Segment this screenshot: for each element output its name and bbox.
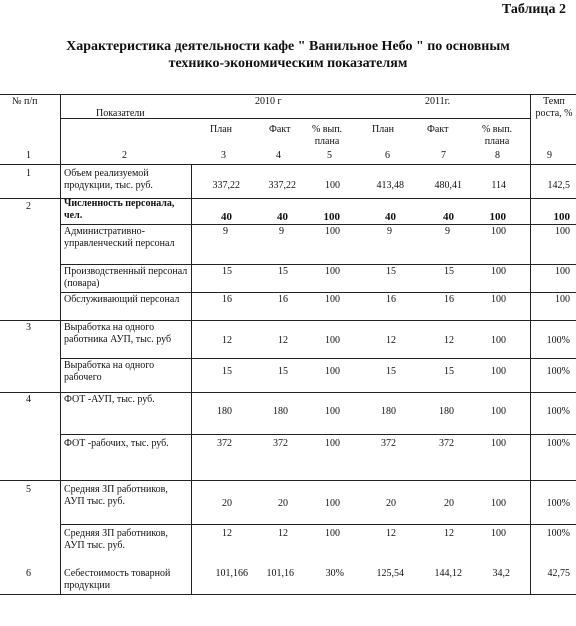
colnum-5: 5 xyxy=(327,150,332,161)
row-5a-growth: 100% xyxy=(546,528,570,539)
row-2c-pct-2010: 100 xyxy=(325,294,340,305)
colnum-2: 2 xyxy=(122,150,127,161)
row-5-pct-2010: 100 xyxy=(325,498,340,509)
row-3-pct-2011: 100 xyxy=(491,335,506,346)
row-5a-fact-2010: 12 xyxy=(278,528,288,539)
row-3a-fact-2010: 15 xyxy=(278,366,288,377)
row-2-plan-2011: 40 xyxy=(385,211,396,223)
colnum-3: 3 xyxy=(221,150,226,161)
row-3-label: Выработка на одного работника АУП, тыс. руб xyxy=(64,322,172,345)
data-table xyxy=(0,94,576,594)
row-2c-fact-2011: 16 xyxy=(444,294,454,305)
row-6-num: 6 xyxy=(26,568,31,579)
row-1-label: Объем реализуемой продукции, тыс. руб. xyxy=(64,168,153,191)
row-4a-plan-2010: 372 xyxy=(217,438,232,449)
row-3a-pct-2010: 100 xyxy=(325,366,340,377)
colnum-8: 8 xyxy=(495,150,500,161)
header-fact-2011: Факт xyxy=(427,124,449,135)
row-1-pct-2011: 114 xyxy=(491,180,506,191)
row-1-plan-2011: 413,48 xyxy=(376,180,404,191)
row-5-fact-2011: 20 xyxy=(444,498,454,509)
row-5a-pct-2010: 100 xyxy=(325,528,340,539)
row-2b-plan-2011: 15 xyxy=(386,266,396,277)
row-2a-fact-2010: 9 xyxy=(279,226,284,237)
row-1-pct-2010: 100 xyxy=(325,180,340,191)
row-2a-pct-2010: 100 xyxy=(325,226,340,237)
row-3-fact-2011: 12 xyxy=(444,335,454,346)
row-6-growth: 42,75 xyxy=(547,568,570,579)
row-3a-plan-2011: 15 xyxy=(386,366,396,377)
row-4-pct-2010: 100 xyxy=(325,406,340,417)
row-3-plan-2010: 12 xyxy=(222,335,232,346)
row-2b-pct-2011: 100 xyxy=(491,266,506,277)
row-4-growth: 100% xyxy=(546,406,570,417)
row-4a-growth: 100% xyxy=(546,438,570,449)
row-5-plan-2010: 20 xyxy=(222,498,232,509)
table-title xyxy=(0,38,576,72)
row-5a-label: Средняя ЗП работников, АУП тыс. руб. xyxy=(64,528,168,551)
header-growth: Темп роста, % xyxy=(535,96,573,119)
row-2c-pct-2011: 100 xyxy=(491,294,506,305)
header-indicator: Показатели xyxy=(96,108,145,119)
row-5-label: Средняя ЗП работников, АУП тыс. руб. xyxy=(64,484,168,507)
row-5-num: 5 xyxy=(26,484,31,495)
row-2b-label: Производственный персонал (повара) xyxy=(64,266,188,289)
header-year-2010: 2010 г xyxy=(255,96,282,107)
row-2a-pct-2011: 100 xyxy=(491,226,506,237)
row-2a-plan-2011: 9 xyxy=(387,226,392,237)
colnum-1: 1 xyxy=(26,150,31,161)
colnum-7: 7 xyxy=(441,150,446,161)
header-pct-2011: % вып. плана xyxy=(481,124,513,147)
row-5-plan-2011: 20 xyxy=(386,498,396,509)
colnum-6: 6 xyxy=(385,150,390,161)
row-2c-label: Обслуживающий персонал xyxy=(64,294,180,305)
row-6-label: Себестоимость товарной продукции xyxy=(64,568,171,591)
title-line-1: Характеристика деятельности кафе " Ванильное Небо " по основным xyxy=(66,39,510,54)
row-2b-fact-2011: 15 xyxy=(444,266,454,277)
row-6-fact-2010: 101,16 xyxy=(266,568,294,579)
row-2c-plan-2011: 16 xyxy=(386,294,396,305)
row-6-plan-2010: 101,166 xyxy=(215,568,248,579)
row-4a-pct-2011: 100 xyxy=(491,438,506,449)
row-6-pct-2011: 34,2 xyxy=(492,568,510,579)
row-4-fact-2011: 180 xyxy=(439,406,454,417)
row-2c-plan-2010: 16 xyxy=(222,294,232,305)
table-number: Таблица 2 xyxy=(501,2,566,17)
row-2c-growth: 100 xyxy=(555,294,570,305)
row-3a-plan-2010: 15 xyxy=(222,366,232,377)
row-1-growth: 142,5 xyxy=(547,180,570,191)
row-2-label: Численность персонала, чел. xyxy=(64,198,175,221)
row-4a-plan-2011: 372 xyxy=(381,438,396,449)
row-1-fact-2011: 480,41 xyxy=(434,180,462,191)
header-num: № п/п xyxy=(12,96,38,107)
row-2-num: 2 xyxy=(26,201,31,212)
row-2-fact-2011: 40 xyxy=(443,211,454,223)
header-year-2011: 2011г. xyxy=(425,96,451,107)
row-5-pct-2011: 100 xyxy=(491,498,506,509)
header-fact-2010: Факт xyxy=(269,124,291,135)
row-6-pct-2010: 30% xyxy=(325,568,344,579)
row-5a-plan-2011: 12 xyxy=(386,528,396,539)
row-3a-growth: 100% xyxy=(546,366,570,377)
row-5a-plan-2010: 12 xyxy=(222,528,232,539)
row-1-num: 1 xyxy=(26,168,31,179)
row-3-pct-2010: 100 xyxy=(325,335,340,346)
row-3-fact-2010: 12 xyxy=(278,335,288,346)
row-2a-growth: 100 xyxy=(555,226,570,237)
colnum-4: 4 xyxy=(276,150,281,161)
row-5a-pct-2011: 100 xyxy=(491,528,506,539)
row-5-fact-2010: 20 xyxy=(278,498,288,509)
row-4a-fact-2011: 372 xyxy=(439,438,454,449)
colnum-9: 9 xyxy=(547,150,552,161)
row-2b-pct-2010: 100 xyxy=(325,266,340,277)
row-4-pct-2011: 100 xyxy=(491,406,506,417)
row-4-num: 4 xyxy=(26,394,31,405)
row-4-plan-2010: 180 xyxy=(217,406,232,417)
row-3a-fact-2011: 15 xyxy=(444,366,454,377)
row-5a-fact-2011: 12 xyxy=(444,528,454,539)
row-4-fact-2010: 180 xyxy=(273,406,288,417)
header-pct-2010: % вып. плана xyxy=(311,124,343,147)
row-2a-fact-2011: 9 xyxy=(445,226,450,237)
row-1-plan-2010: 337,22 xyxy=(212,180,240,191)
row-3-num: 3 xyxy=(26,322,31,333)
row-3-plan-2011: 12 xyxy=(386,335,396,346)
row-2b-fact-2010: 15 xyxy=(278,266,288,277)
row-1-fact-2010: 337,22 xyxy=(268,180,296,191)
title-line-2: технико-экономическим показателям xyxy=(168,56,408,71)
row-4a-label: ФОТ -рабочих, тыс. руб. xyxy=(64,438,169,449)
row-2a-plan-2010: 9 xyxy=(223,226,228,237)
row-2-plan-2010: 40 xyxy=(221,211,232,223)
row-4-plan-2011: 180 xyxy=(381,406,396,417)
row-3-growth: 100% xyxy=(546,335,570,346)
row-4a-fact-2010: 372 xyxy=(273,438,288,449)
row-2c-fact-2010: 16 xyxy=(278,294,288,305)
row-3a-pct-2011: 100 xyxy=(491,366,506,377)
header-plan-2010: План xyxy=(210,124,233,135)
row-2-fact-2010: 40 xyxy=(277,211,288,223)
row-2b-growth: 100 xyxy=(555,266,570,277)
row-2-growth: 100 xyxy=(553,211,570,223)
row-6-fact-2011: 144,12 xyxy=(434,568,462,579)
row-2b-plan-2010: 15 xyxy=(222,266,232,277)
row-2-pct-2011: 100 xyxy=(489,211,506,223)
row-3a-label: Выработка на одного рабочего xyxy=(64,360,155,383)
row-5-growth: 100% xyxy=(546,498,570,509)
header-plan-2011: План xyxy=(372,124,395,135)
row-4a-pct-2010: 100 xyxy=(325,438,340,449)
row-2-pct-2010: 100 xyxy=(323,211,340,223)
row-4-label: ФОТ -АУП, тыс. руб. xyxy=(64,394,155,405)
row-6-plan-2011: 125,54 xyxy=(376,568,404,579)
row-2a-label: Административно-управленческий персонал xyxy=(64,226,175,249)
